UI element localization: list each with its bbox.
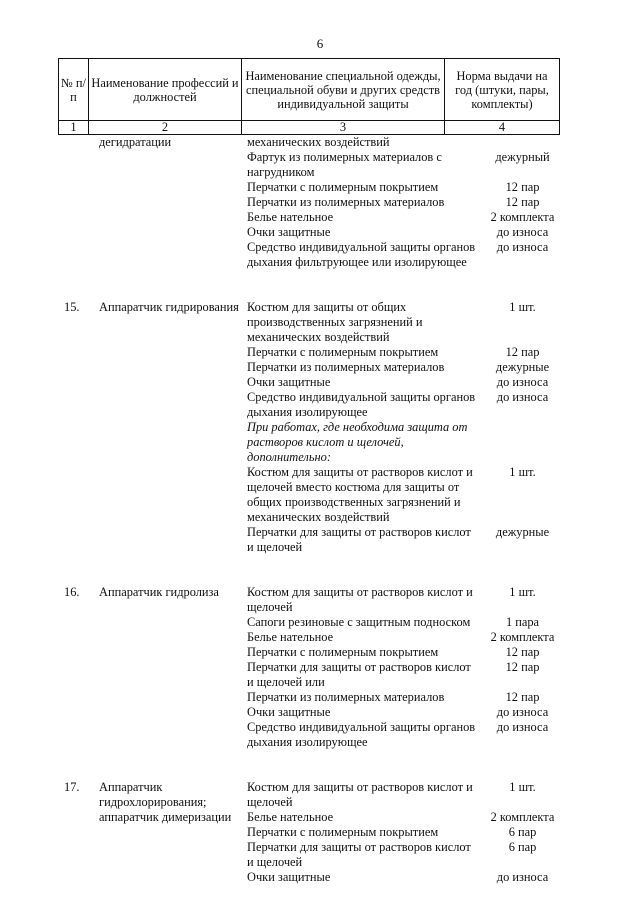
issue-norm: дежурный: [495, 150, 550, 164]
protective-item: Перчатки из полимерных материалов: [247, 690, 445, 704]
issue-norm: 12 пар: [505, 345, 540, 359]
table-row: [241, 870, 559, 885]
table-row: [241, 720, 559, 750]
issue-norm: 12 пар: [505, 195, 540, 209]
table-section: [58, 300, 559, 555]
column-number: 2: [89, 121, 242, 135]
header-profession: Наименование профессий и должностей: [89, 59, 242, 121]
items-list: [241, 585, 559, 750]
header-norm: Норма выдачи на год (штуки, пары, комплекты): [445, 59, 560, 121]
table-row: [241, 345, 559, 360]
profession-name: дегидратации: [99, 135, 172, 149]
issue-norm: дежурные: [495, 525, 550, 539]
table-row: [241, 360, 559, 375]
page-number: 6: [316, 36, 324, 51]
table-row: [241, 180, 559, 195]
header-item: Наименование специальной одежды, специальной обуви и других средств индивидуальной защиты: [242, 59, 445, 121]
issue-norm: до износа: [496, 720, 549, 734]
issue-norm: до износа: [496, 705, 549, 719]
protective-item: Белье нательное: [247, 810, 334, 824]
row-number: 15.: [64, 300, 80, 314]
column-number: 4: [445, 121, 560, 135]
table-row: [241, 690, 559, 705]
protective-item: Средство индивидуальной защиты органов дыхания фильтрующее или изолирующее: [247, 240, 476, 269]
table-row: [241, 660, 559, 690]
protective-item: механических воздействий: [247, 135, 390, 149]
table-row: [241, 150, 559, 180]
table-row: [241, 525, 559, 555]
issue-norm: 1 шт.: [509, 585, 536, 599]
table-row: [241, 300, 559, 345]
protective-item: Костюм для защиты от растворов кислот и щелочей: [247, 780, 473, 809]
profession-name: Аппаратчик гидрохлорирования; аппаратчик димеризации: [99, 780, 232, 824]
table-row: [241, 240, 559, 270]
issue-norm: 2 комплекта: [490, 210, 555, 224]
table-row: [241, 135, 559, 150]
issue-norm: 1 шт.: [509, 780, 536, 794]
protective-item: Очки защитные: [247, 870, 331, 884]
issue-norm: 6 пар: [508, 825, 537, 839]
table-row: [241, 585, 559, 615]
protective-item: Белье нательное: [247, 210, 334, 224]
column-number: 3: [242, 121, 445, 135]
protective-item: Костюм для защиты от растворов кислот и щелочей: [247, 585, 473, 614]
column-numbers-row: [59, 121, 560, 135]
table-section: [58, 135, 559, 270]
protective-item: Перчатки с полимерным покрытием: [247, 825, 439, 839]
column-number: 1: [59, 121, 89, 135]
issue-norm: 2 комплекта: [490, 630, 555, 644]
issue-norm: до износа: [496, 225, 549, 239]
profession-name: Аппаратчик гидрирования: [99, 300, 239, 314]
table-row: [241, 225, 559, 240]
table-row: [241, 630, 559, 645]
issue-norm: 12 пар: [505, 180, 540, 194]
issue-norm: 1 шт.: [509, 465, 536, 479]
table-row: [241, 210, 559, 225]
issue-norm: 6 пар: [508, 840, 537, 854]
issue-norm: 12 пар: [505, 645, 540, 659]
issue-norm: 1 пара: [505, 615, 540, 629]
table-row: [241, 615, 559, 630]
issue-norm: дежурные: [495, 360, 550, 374]
profession-name: Аппаратчик гидролиза: [99, 585, 219, 599]
issue-norm: 12 пар: [505, 690, 540, 704]
table-row: [241, 705, 559, 720]
protective-item: Очки защитные: [247, 375, 331, 389]
protective-item: Перчатки для защиты от растворов кислот и щелочей: [247, 525, 471, 554]
table-row: [241, 420, 559, 465]
table-row: [241, 465, 559, 525]
table-section: [58, 585, 559, 750]
protective-item: При работах, где необходима защита от растворов кислот и щелочей, дополнительно:: [247, 420, 468, 464]
table-row: [241, 780, 559, 810]
section-gap: [58, 750, 559, 780]
items-list: [241, 780, 559, 885]
issue-norm: [478, 420, 559, 465]
protective-item: Средство индивидуальной защиты органов дыхания изолирующее: [247, 390, 476, 419]
row-number: 17.: [64, 780, 80, 794]
table-row: [241, 825, 559, 840]
table-row: [241, 645, 559, 660]
norms-table-header: [58, 58, 560, 135]
table-row: [241, 390, 559, 420]
protective-item: Перчатки с полимерным покрытием: [247, 345, 439, 359]
items-list: [241, 135, 559, 270]
issue-norm: до износа: [496, 870, 549, 884]
section-gap: [58, 270, 559, 300]
protective-item: Костюм для защиты от растворов кислот и щелочей вместо костюма для защиты от общих производственных загрязнений и механических воздействий: [247, 465, 473, 524]
items-list: [241, 300, 559, 555]
norms-table-body: [58, 135, 559, 885]
protective-item: Костюм для защиты от общих производственных загрязнений и механических воздействий: [247, 300, 423, 344]
protective-item: Фартук из полимерных материалов с нагрудником: [247, 150, 442, 179]
protective-item: Перчатки из полимерных материалов: [247, 360, 445, 374]
table-row: [241, 375, 559, 390]
protective-item: Перчатки для защиты от растворов кислот и щелочей или: [247, 660, 471, 689]
issue-norm: 12 пар: [505, 660, 540, 674]
issue-norm: до износа: [496, 240, 549, 254]
issue-norm: 2 комплекта: [490, 810, 555, 824]
table-row: [241, 195, 559, 210]
protective-item: Очки защитные: [247, 705, 331, 719]
protective-item: Перчатки для защиты от растворов кислот и щелочей: [247, 840, 471, 869]
issue-norm: до износа: [496, 390, 549, 404]
row-number: 16.: [64, 585, 80, 599]
header-row: [59, 59, 560, 121]
protective-item: Перчатки с полимерным покрытием: [247, 180, 439, 194]
header-num: № п/п: [59, 59, 89, 121]
protective-item: Сапоги резиновые с защитным подноском: [247, 615, 471, 629]
table-section: [58, 780, 559, 885]
protective-item: Перчатки с полимерным покрытием: [247, 645, 439, 659]
table-row: [241, 840, 559, 870]
protective-item: Белье нательное: [247, 630, 334, 644]
section-gap: [58, 555, 559, 585]
issue-norm: 1 шт.: [509, 300, 536, 314]
table-row: [241, 810, 559, 825]
protective-item: Очки защитные: [247, 225, 331, 239]
issue-norm: до износа: [496, 375, 549, 389]
row-number: [58, 135, 88, 270]
issue-norm: [478, 135, 559, 150]
protective-item: Средство индивидуальной защиты органов дыхания изолирующее: [247, 720, 476, 749]
protective-item: Перчатки из полимерных материалов: [247, 195, 445, 209]
